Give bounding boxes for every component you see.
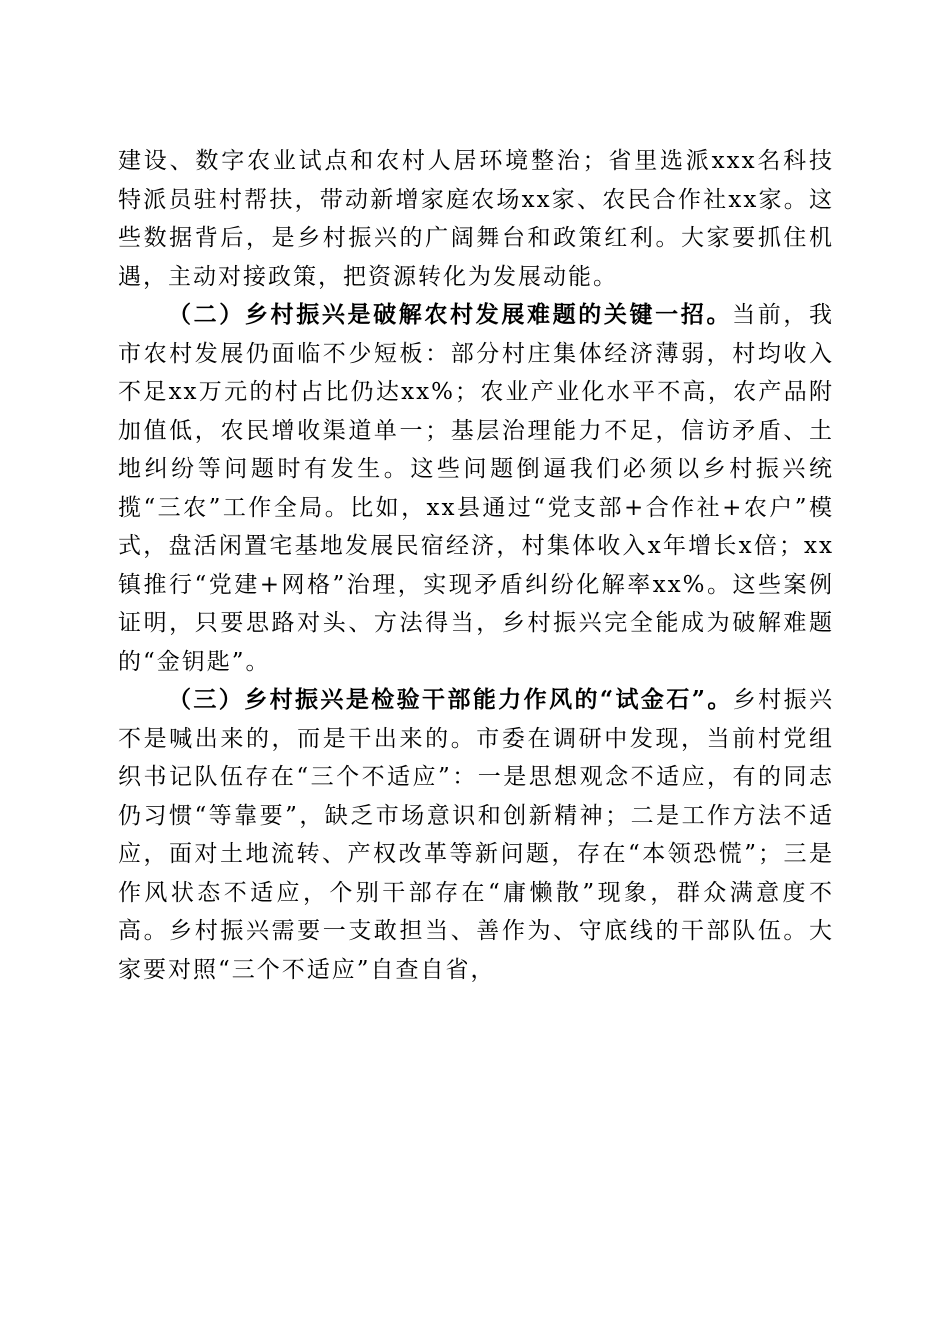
paragraph-body: 当前，我市农村发展仍面临不少短板：部分村庄集体经济薄弱，村均收入不足xx万元的村占比仍达xx%；农业产业化水平不高，农产品附加值低，农民增收渠道单一；基层治理能力不足，信访矛盾、土地纠纷等问题时有发生。这些问题倒逼我们必须以乡村振兴统揽“三农”工作全局。比如，xx县通过“党支部+合作社+农户”模式，盘活闲置宅基地发展民宿经济，村集体收入x年增长x倍；xx镇推行“党建+网格”治理，实现矛盾纠纷化解率xx%。这些案例证明，只要思路对头、方法得当，乡村振兴完全能成为破解难题的“金钥匙”。 [118, 302, 835, 675]
paragraph-section-two [118, 296, 834, 681]
paragraph-continuation [118, 142, 834, 296]
section-heading-three: （三）乡村振兴是检验干部能力作风的“试金石”。 [168, 686, 733, 713]
paragraph-section-three [118, 681, 834, 989]
document-page [118, 142, 834, 989]
section-heading-two: （二）乡村振兴是破解农村发展难题的关键一招。 [168, 301, 733, 328]
paragraph-body: 建设、数字农业试点和农村人居环境整治；省里选派xxx名科技特派员驻村帮扶，带动新增家庭农场xx家、农民合作社xx家。这些数据背后，是乡村振兴的广阔舞台和政策红利。大家要抓住机遇，主动对接政策，把资源转化为发展动能。 [118, 148, 834, 290]
paragraph-body: 乡村振兴不是喊出来的，而是干出来的。市委在调研中发现，当前村党组织书记队伍存在“三个不适应”：一是思想观念不适应，有的同志仍习惯“等靠要”，缺乏市场意识和创新精神；二是工作方法不适应，面对土地流转、产权改革等新问题，存在“本领恐慌”；三是作风状态不适应，个别干部存在“庸懒散”现象，群众满意度不高。乡村振兴需要一支敢担当、善作为、守底线的干部队伍。大家要对照“三个不适应”自查自省， [118, 687, 834, 983]
